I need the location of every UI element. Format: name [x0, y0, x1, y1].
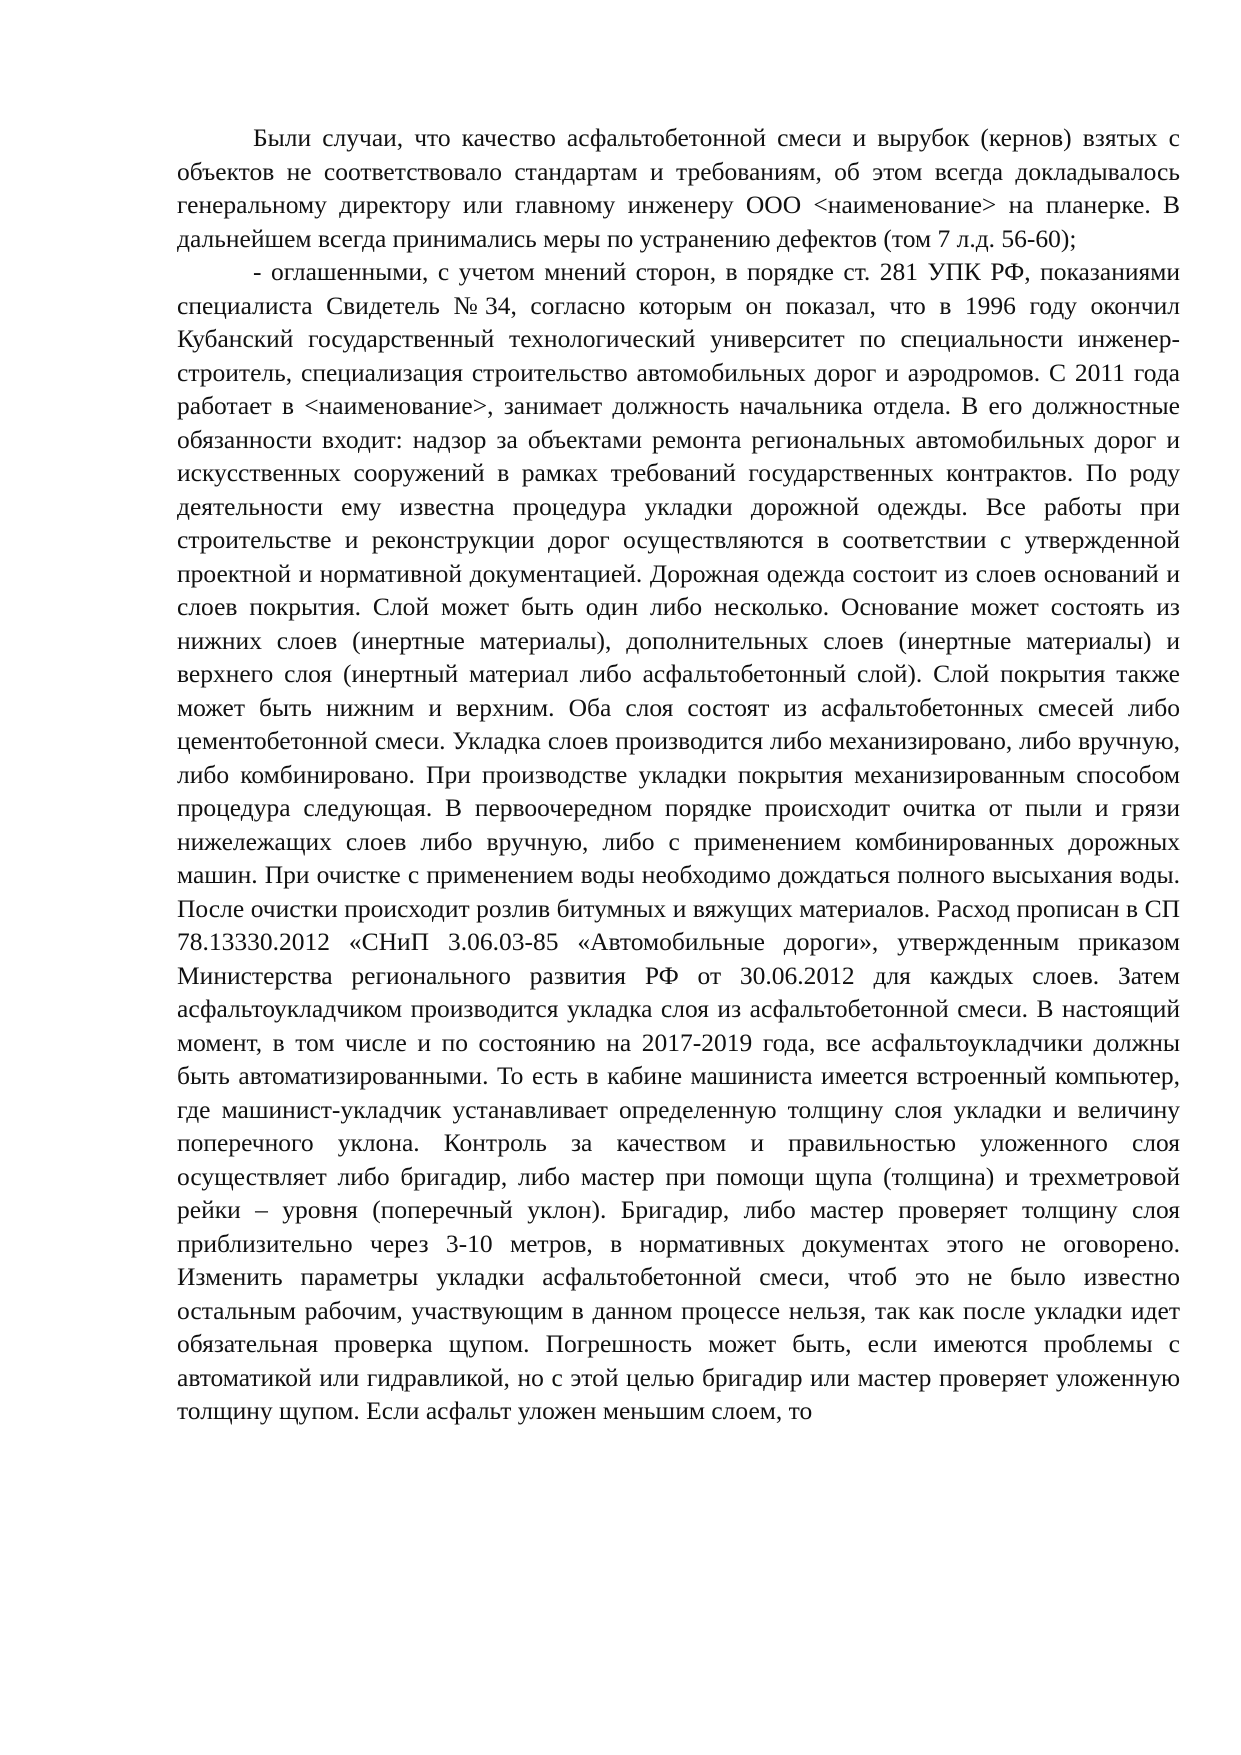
paragraph-specialist-testimony: - оглашенными, с учетом мнений сторон, в порядке ст. 281 УПК РФ, показаниями специалиста Свидетель №34, согласно которым он показал, что в 1996 году окончил Кубанский государственный технологический университет по специальности инженер-строитель, специализация строительство автомобильных дорог и аэродромов. С 2011 года работает в <наименование>, занимает должность начальника отдела. В его должностные обязанности входит: надзор за объектами ремонта региональных автомобильных дорог и искусственных сооружений в рамках требований государственных контрактов. По роду деятельности ему известна процедура укладки дорожной одежды. Все работы при строительстве и реконструкции дорог осуществляются в соответствии с утвержденной проектной и нормативной документацией. Дорожная одежда состоит из слоев оснований и слоев покрытия. Слой может быть один либо несколько. Основание может состоять из нижних слоев (инертные материалы), дополнительных слоев (инертные материалы) и верхнего слоя (инертный материал либо асфальтобетонный слой). Слой покрытия также может быть нижним и верхним. Оба слоя состоят из асфальтобетонных смесей либо цементобетонной смеси. Укладка слоев производится либо механизировано, либо вручную, либо комбинировано. При производстве укладки покрытия механизированным способом процедура следующая. В первоочередном порядке происходит очитка от пыли и грязи нижележащих слоев либо вручную, либо с применением комбинированных дорожных машин. При очистке с применением воды необходимо дождаться полного высыхания воды. После очистки происходит розлив битумных и вяжущих материалов. Расход прописан в СП 78.13330.2012 «СНиП 3.06.03-85 «Автомобильные дороги», утвержденным приказом Министерства регионального развития РФ от 30.06.2012 для каждых слоев. Затем асфальтоукладчиком производится укладка слоя из асфальтобетонной смеси. В настоящий момент, в том числе и по состоянию на 2017-2019 года, все асфальтоукладчики должны быть автоматизированными. То есть в кабине машиниста имеется встроенный компьютер, где машинист-укладчик устанавливает определенную толщину слоя укладки и величину поперечного уклона. Контроль за качеством и правильностью уложенного слоя осуществляет либо бригадир, либо мастер при помощи щупа (толщина) и трехметровой рейки – уровня (поперечный уклон). Бригадир, либо мастер проверяет толщину слоя приблизительно через 3-10 метров, в нормативных документах этого не оговорено. Изменить параметры укладки асфальтобетонной смеси, чтоб это не было известно остальным рабочим, участвующим в данном процессе нельзя, так как после укладки идет обязательная проверка щупом. Погрешность может быть, если имеются проблемы с автоматикой или гидравликой, но с этой целью бригадир или мастер проверяет уложенную толщину щупом. Если асфальт уложен меньшим слоем, то — [177, 257, 1180, 1425]
document-body — [177, 121, 1180, 1428]
paragraph-defects-report: Были случаи, что качество асфальтобетонной смеси и вырубок (кернов) взятых с объектов не соответствовало стандартам и требованиям, об этом всегда докладывалось генеральному директору или главному инженеру ООО <наименование> на планерке. В дальнейшем всегда принимались меры по устранению дефектов (том 7 л.д. 56-60); — [177, 123, 1180, 253]
